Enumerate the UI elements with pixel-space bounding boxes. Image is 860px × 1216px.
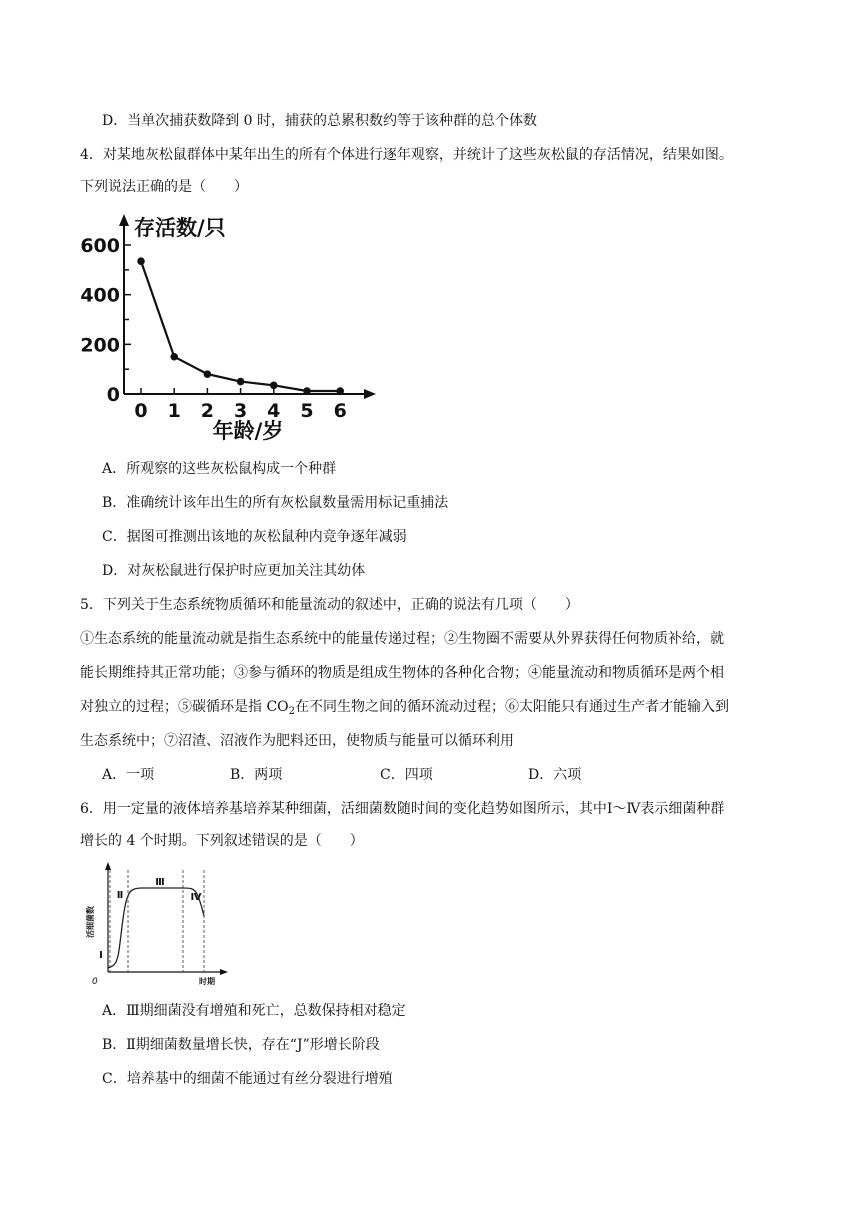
q5-body-line2: 能长期维持其正常功能；③参与循环的物质是组成生物体的各种化合物；④能量流动和物质循环是两个相 bbox=[80, 665, 724, 681]
x-tick-label: 4 bbox=[267, 400, 281, 422]
q5-body-line3-sub: 2 bbox=[288, 706, 296, 717]
q5-option-d: D．六项 bbox=[528, 767, 582, 783]
data-point bbox=[237, 378, 245, 386]
y-axis-arrow bbox=[119, 214, 129, 226]
survival-series-line bbox=[141, 261, 340, 391]
x-tick-label: 3 bbox=[233, 400, 248, 422]
q4-option-c: C．据图可推测出该地的灰松鼠种内竞争逐年减弱 bbox=[102, 529, 407, 545]
q5-stem: 5．下列关于生态系统物质循环和能量流动的叙述中，正确的说法有几项（ ） bbox=[80, 597, 579, 613]
x-tick-label: 0 bbox=[134, 400, 148, 422]
x-tick-label: 1 bbox=[167, 400, 181, 422]
bacteria-growth-plot bbox=[85, 862, 228, 987]
x-axis-arrow bbox=[364, 389, 376, 399]
x-tick-label: 6 bbox=[333, 400, 347, 422]
phase-label: Ⅱ bbox=[116, 890, 124, 901]
phase-label: Ⅳ bbox=[190, 892, 202, 903]
data-point bbox=[303, 387, 311, 395]
y-axis-title: 存活数/只 bbox=[134, 216, 226, 240]
q4-stem-line1: 4．对某地灰松鼠群体中某年出生的所有个体进行逐年观察，并统计了这些灰松鼠的存活情况，结果如图。 bbox=[80, 147, 733, 163]
q6-option-c: C．培养基中的细菌不能通过有丝分裂进行增殖 bbox=[102, 1071, 393, 1087]
q5-body-line3-pre: 对独立的过程；⑤碳循环是指 CO bbox=[80, 699, 289, 715]
data-point bbox=[137, 257, 145, 265]
q4-stem-line2: 下列说法正确的是（ ） bbox=[80, 179, 248, 195]
q3-option-d: D．当单次捕获数降到 0 时，捕获的总累积数约等于该种群的总个体数 bbox=[102, 113, 538, 129]
q6-option-b: B．Ⅱ期细菌数量增长快，存在“J”形增长阶段 bbox=[102, 1037, 380, 1053]
x-axis-title: 时期 bbox=[199, 977, 215, 986]
survival-chart-plot bbox=[80, 214, 376, 443]
origin-label: 0 bbox=[92, 977, 98, 987]
y-axis-title: 活细菌数 bbox=[86, 906, 95, 938]
q6-stem-line1: 6．用一定量的液体培养基培养某种细菌，活细菌数随时间的变化趋势如图所示，其中Ⅰ～Ⅳ表示细菌种群 bbox=[80, 801, 725, 817]
q5-option-b: B．两项 bbox=[230, 767, 283, 783]
q5-body-line3-post: 在不同生物之间的循环流动过程；⑥太阳能只有通过生产者才能输入到 bbox=[295, 699, 730, 715]
q6-stem-line2: 增长的 4 个时期。下列叙述错误的是（ ） bbox=[80, 833, 364, 849]
q4-option-b: B．准确统计该年出生的所有灰松鼠数量需用标记重捕法 bbox=[102, 495, 449, 511]
y-tick-label: 200 bbox=[80, 334, 120, 357]
x-axis-title: 年龄/岁 bbox=[212, 419, 284, 443]
data-point bbox=[170, 353, 178, 361]
phase-label: Ⅲ bbox=[155, 877, 165, 888]
q4-option-d: D．对灰松鼠进行保护时应更加关注其幼体 bbox=[102, 563, 366, 579]
survival-chart bbox=[80, 210, 390, 445]
q5-body-line4: 生态系统中；⑦沼渣、沼液作为肥料还田，使物质与能量可以循环利用 bbox=[80, 733, 514, 749]
q5-body-line3 bbox=[80, 698, 729, 716]
y-tick-label: 0 bbox=[106, 384, 120, 406]
bacteria-growth-chart bbox=[80, 860, 240, 988]
q5-option-c: C．四项 bbox=[380, 767, 433, 783]
y-tick-label: 400 bbox=[80, 284, 120, 307]
data-point bbox=[204, 370, 212, 378]
q5-option-a: A．一项 bbox=[102, 767, 155, 783]
x-axis-arrow bbox=[220, 969, 228, 975]
q6-option-a: A．Ⅲ期细菌没有增殖和死亡，总数保持相对稳定 bbox=[102, 1003, 406, 1019]
q4-option-a: A．所观察的这些灰松鼠构成一个种群 bbox=[102, 461, 337, 477]
q5-body-line1: ①生态系统的能量流动就是指生态系统中的能量传递过程；②生物圈不需要从外界获得任何物质补给，就 bbox=[80, 631, 724, 647]
data-point bbox=[270, 382, 278, 390]
phase-label: Ⅰ bbox=[99, 950, 103, 961]
y-tick-label: 600 bbox=[80, 235, 120, 257]
y-axis-arrow bbox=[105, 862, 111, 870]
x-tick-label: 2 bbox=[200, 400, 215, 422]
x-tick-label: 5 bbox=[300, 400, 314, 422]
data-point bbox=[336, 387, 344, 395]
